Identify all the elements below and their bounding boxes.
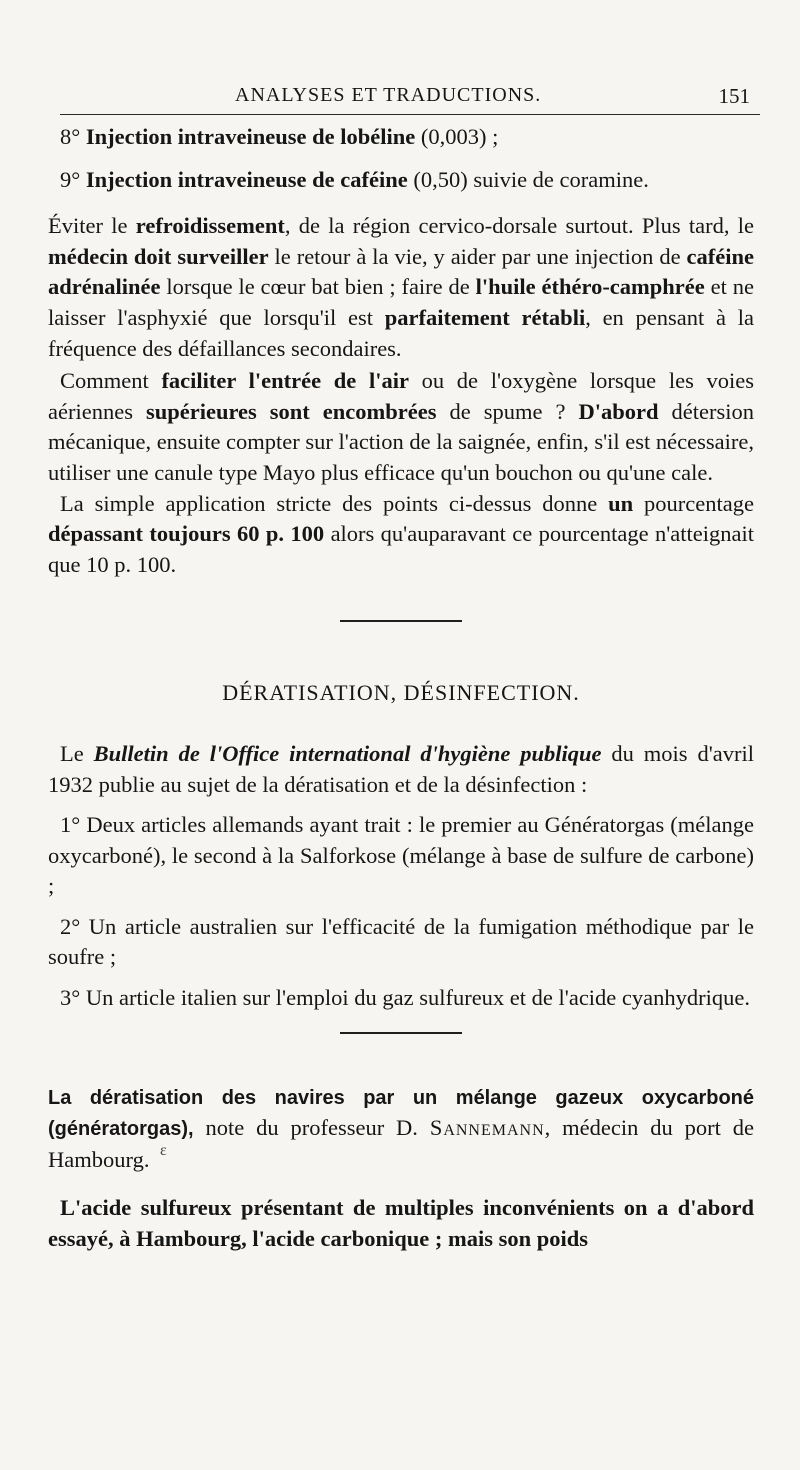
paragraph-airway [48, 366, 754, 488]
page-header [60, 84, 760, 115]
page-body [48, 122, 754, 1255]
bold-run: faciliter l'entrée de l'air [161, 368, 409, 394]
text-run: et ne laisser l'asphyxié que lorsqu'il est [48, 274, 754, 330]
text-run: du mois d'avril 1932 publie au sujet de la dératisation et de la désinfection : [48, 740, 754, 797]
bold-run: un [608, 490, 634, 516]
text-run: Éviter le [48, 213, 136, 239]
bold-run: l'huile éthéro-camphrée [475, 274, 705, 300]
item-bold-text: Injection intraveineuse de caféine [85, 166, 408, 192]
text-run: note du professeur D. [193, 1115, 430, 1141]
bold-run: supérieures sont encombrées [145, 398, 437, 424]
paragraph-bulletin-intro [48, 739, 754, 800]
item-text: (0,50) suivie de coramine. [407, 166, 649, 192]
list-item-2: 2° Un article australien sur l'efficacité de la fumigation méthodique par le soufre ; [48, 913, 754, 970]
bold-run: parfaitement rétabli [384, 304, 586, 330]
journal-title: Bulletin de l'Office international d'hygiène publique [93, 740, 602, 766]
section-divider [340, 620, 462, 622]
list-item-9 [48, 165, 754, 196]
text-run: La simple application stricte des points ci-dessus donne [60, 490, 609, 516]
text-run: lorsque le cœur bat bien ; faire de [160, 274, 476, 300]
item-number: 8° [60, 124, 81, 149]
text-run: , médecin du port de Hambourg. [48, 1115, 754, 1172]
abstract-heading [48, 1082, 754, 1176]
text-run: , en pensant à la fréquence des défaillances secondaires. [48, 304, 754, 361]
section-heading: DÉRATISATION, DÉSINFECTION. [222, 680, 580, 706]
paragraph-abstract-body: L'acide sulfureux présentant de multiples inconvénients on a d'abord essayé, à Hambourg, l'acide carbonique ; mais son poids [48, 1195, 754, 1252]
text-run: détersion mécanique, ensuite compter sur l'action de la saignée, enfin, s'il est nécessaire, utiliser une canule type Mayo plus efficace qu'un bouchon ou qu'une cale. [48, 398, 754, 485]
text-run: , de la région cervico-dorsale surtout. Plus tard, le [284, 213, 754, 239]
text-run: ou de l'oxygène lorsque les voies aériennes [48, 368, 754, 424]
page-number: 151 [718, 84, 750, 108]
subsection-divider [340, 1032, 462, 1034]
item-number: 9° [60, 166, 81, 192]
text-run: Le [60, 740, 94, 766]
item-text: (0,003) ; [415, 124, 499, 149]
text-run: le retour à la vie, y aider par une injection de [268, 243, 687, 269]
bold-run: caféine adrénalinée [48, 243, 754, 300]
abstract-title: La dératisation des navires par un mélange gazeux oxycarboné (génératorgas), [48, 1086, 754, 1141]
running-title: ANALYSES ET TRADUCTIONS. [235, 84, 542, 106]
text-run: pourcentage [633, 490, 754, 516]
paragraph-results [48, 489, 754, 581]
text-run: Comment [60, 368, 162, 394]
list-item-1: 1° Deux articles allemands ayant trait : le premier au Génératorgas (mélange oxycarboné), le second à la Salforkose (mélange à base de sulfure de carbone) ; [48, 812, 754, 899]
text-run: de spume ? [436, 398, 579, 424]
bold-run: refroidissement [135, 213, 285, 239]
item-bold-text: Injection intraveineuse de lobéline [85, 124, 416, 149]
print-speck: ɛ [160, 1142, 167, 1159]
bold-run: médecin doit surveiller [48, 243, 269, 269]
list-item-3: 3° Un article italien sur l'emploi du gaz sulfureux et de l'acide cyanhydrique. [60, 985, 750, 1011]
paragraph-rescue-care [48, 211, 754, 364]
bold-run: D'abord [578, 398, 659, 424]
text-run: alors qu'auparavant ce pourcentage n'atteignait que 10 p. 100. [48, 521, 754, 577]
list-item-8 [48, 122, 754, 153]
author-name: Sannemann [429, 1115, 545, 1141]
bold-run: dépassant toujours 60 p. 100 [48, 521, 325, 547]
